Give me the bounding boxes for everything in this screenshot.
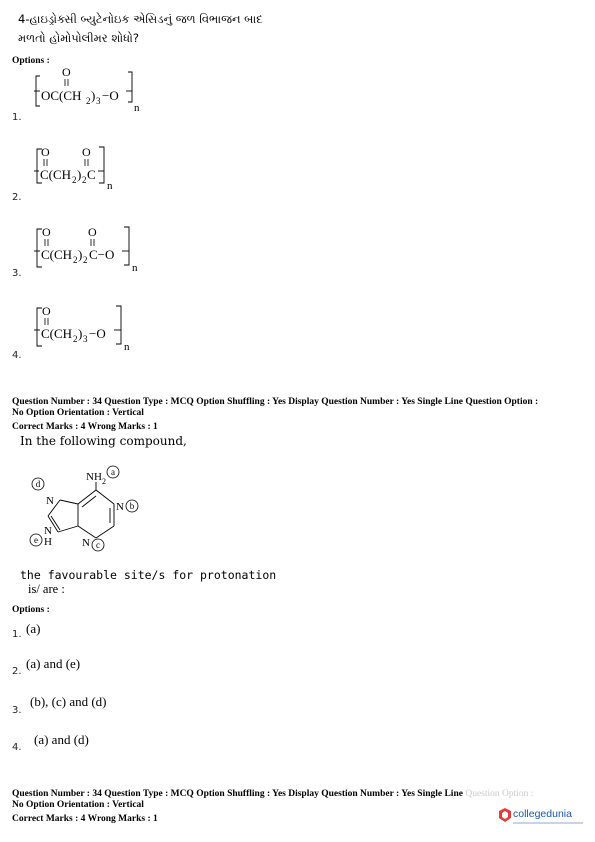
svg-text:C(CH: C(CH <box>40 167 72 182</box>
site-label-b: b <box>129 501 135 511</box>
svg-text:2: 2 <box>83 255 88 265</box>
option-3-number: 3. <box>12 268 22 279</box>
options-heading-q34: Options : <box>12 605 50 615</box>
svg-text:O: O <box>82 145 91 159</box>
svg-text:n: n <box>107 180 113 192</box>
option-1-number: 1. <box>12 112 22 123</box>
next-question-meta <box>12 789 533 811</box>
question-line-1: 4-હાઇડ્રોક્સી બ્યુટેનોઇક એસિડનું જળ વિભાજન બાદ <box>18 12 263 26</box>
q34-option-1-number: 1. <box>12 629 22 640</box>
question-line-2: મળતો હોમોપોલીમર શોધો? <box>18 31 139 45</box>
next-meta-faded: Question Option : <box>465 789 534 799</box>
svg-text:C(CH: C(CH <box>41 326 73 341</box>
question-body-line-2: is/ are : <box>28 582 65 596</box>
svg-text:O: O <box>62 65 71 79</box>
svg-text:2: 2 <box>72 175 77 185</box>
option-2-number: 2. <box>12 192 22 203</box>
q34-option-2-text[interactable]: (a) and (e) <box>26 656 81 671</box>
svg-text:2: 2 <box>73 255 78 265</box>
svg-text:n: n <box>132 262 138 274</box>
svg-text:OC(CH: OC(CH <box>41 88 82 103</box>
q34-option-2-number: 2. <box>12 666 22 677</box>
logo-tagline <box>513 822 583 824</box>
question-intro: In the following compound, <box>20 434 187 448</box>
n-b-label: N <box>116 501 124 513</box>
next-question-meta-line-1 <box>12 789 533 800</box>
svg-text:3: 3 <box>83 334 88 344</box>
options-heading: Options : <box>12 56 50 66</box>
svg-text:O: O <box>42 225 51 239</box>
next-meta-main: Question Number : 34 Question Type : MCQ Option Shuffling : Yes Display Question Number : Yes Single Line <box>12 789 463 799</box>
option-4-structure <box>34 302 154 358</box>
question-meta-line-2: No Option Orientation : Vertical <box>12 408 144 418</box>
question-meta <box>12 397 538 419</box>
svg-text:): ) <box>78 247 83 262</box>
svg-text:O: O <box>41 145 50 159</box>
svg-text:2: 2 <box>86 96 91 106</box>
logo-icon <box>499 808 511 822</box>
svg-text:C−O: C−O <box>89 247 115 262</box>
n-e-label: N <box>44 525 52 537</box>
watermark-logo <box>497 804 589 830</box>
site-label-d: d <box>35 479 41 489</box>
option-2-structure <box>34 143 144 197</box>
svg-text:O: O <box>88 225 97 239</box>
svg-text:−O: −O <box>89 326 106 341</box>
question-meta-line-1: Question Number : 34 Question Type : MCQ Option Shuffling : Yes Display Question Number : Yes Single Line Question Option : <box>12 397 539 407</box>
svg-text:): ) <box>77 167 82 182</box>
svg-text:n: n <box>124 341 130 353</box>
svg-text:n: n <box>134 102 140 114</box>
q34-option-4-text[interactable]: (a) and (d) <box>34 732 89 747</box>
svg-text:−O: −O <box>102 88 119 103</box>
q34-option-4-number: 4. <box>12 742 22 753</box>
option-4-number: 4. <box>12 350 22 361</box>
option-3-structure <box>34 223 154 279</box>
next-question-meta-line-2: No Option Orientation : Vertical <box>12 800 144 810</box>
n-c-label: N <box>82 537 90 549</box>
question-text-gujarati <box>18 10 263 48</box>
marks-info: Correct Marks : 4 Wrong Marks : 1 <box>12 422 158 432</box>
svg-text:2: 2 <box>82 175 87 185</box>
q34-option-3-number: 3. <box>12 705 22 716</box>
svg-text:2: 2 <box>73 334 78 344</box>
svg-text:): ) <box>91 88 96 103</box>
logo-text: collegedunia <box>513 808 572 820</box>
h-label: H <box>44 536 52 548</box>
nh2-label: NH <box>86 471 102 483</box>
n-d-label: N <box>46 495 54 507</box>
svg-text:O: O <box>42 304 51 318</box>
svg-text:3: 3 <box>96 96 101 106</box>
compound-structure <box>18 460 148 560</box>
svg-text:): ) <box>78 326 83 341</box>
next-marks-info: Correct Marks : 4 Wrong Marks : 1 <box>12 814 158 824</box>
svg-text:C(CH: C(CH <box>41 247 73 262</box>
question-body-line-1: the favourable site/s for protonation <box>20 568 277 582</box>
site-label-a: a <box>111 467 115 477</box>
option-1-structure <box>34 64 164 116</box>
question-body <box>20 568 276 596</box>
q34-option-3-text[interactable]: (b), (c) and (d) <box>30 694 107 709</box>
site-label-c: c <box>96 540 100 550</box>
site-label-e: e <box>34 535 38 545</box>
svg-text:C: C <box>87 167 96 182</box>
nh2-subscript: 2 <box>102 477 106 486</box>
q34-option-1-text[interactable]: (a) <box>26 621 41 636</box>
